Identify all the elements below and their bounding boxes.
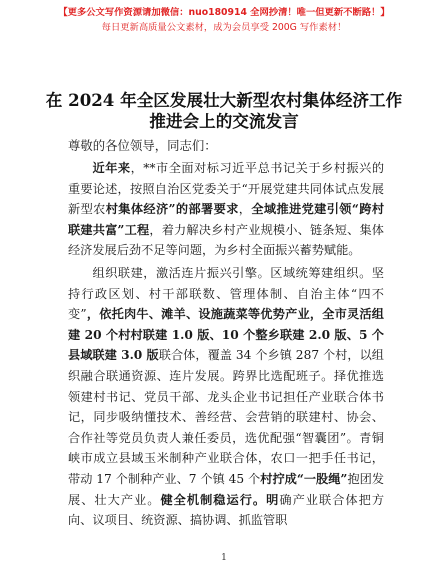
para1-text-c: ，着力解决乡村产业规模小、链条短、集体经济发展后劲不足等问题，为乡村全面振兴蓄势赋能。 <box>68 222 384 258</box>
para1-lead: 近年来 <box>92 161 131 175</box>
greeting: 尊敬的各位领导，同志们： <box>68 138 217 153</box>
para2-emphasis-b: 村拧成“一股绳” <box>260 471 348 486</box>
para2-emphasis-a: ，依托肉牛、滩羊、设施蔬菜等优势产业，全市灵活组建 20 个村村联建 1.0 版、10 个整乡联建 2.0 版、5 个县域联建 3.0 版 <box>68 307 384 363</box>
para2-text-a: 组织联建，激活连片振兴引擎。区域统筹建组织。坚持行政区划、村干部联数、管理体制、自治主体“四不变” <box>68 266 384 322</box>
para2-text-d: 确产业联合体把方向、议项目、统资源、搞协调、抓监管职 <box>68 492 385 528</box>
para1-text-a: ，**市全面对标习近平总书记关于乡村振兴的重要论述，按照自治区党委关于“开展党建共同体试点发展新型农 <box>68 161 385 217</box>
document-title-line1: 在 2024 年全区发展壮大新型农村集体经济工作 <box>45 90 403 110</box>
para2-text-c: 抱团发展、壮大产业。 <box>68 471 385 507</box>
para2-emphasis-c: 健全机制稳运行。明 <box>160 492 280 507</box>
para2-text-b: 联合体，覆盖 34 个乡镇 287 个村，以组织融合联通资源、连片发展。跨界比选配班子。择优推选领建村书记、党员干部、龙头企业书记担任产业联合体书记，同步吸纳懂技术、善经营、会营销的联建村、协会、合作社等党员负责人兼任委员，选优配强“智囊团”。青铜峡市成立县域玉米制种产业联合体，农口一把手任书记，带动 17 个制种产业、7 个镇 45 个 <box>68 348 384 486</box>
para1-emphasis-a: 村集体经济”的部署要求 <box>105 202 239 217</box>
para1-text-b: ， <box>238 202 252 217</box>
para1-emphasis-b: 全域推进党建引领“跨村联建共富”工程 <box>68 202 385 237</box>
document-title-line2: 推进会上的交流发言 <box>149 111 299 131</box>
promo-banner-line1: 【更多公文写作资源请加微信：nuo180914 全网抄清！唯一但更新不断路！】 <box>58 7 390 18</box>
page-number: 1 <box>221 553 227 563</box>
paragraph-2 <box>68 263 384 531</box>
promo-banner-line2: 每日更新高质量公文素材，成为会员享受 200G 写作素材！ <box>101 22 347 33</box>
paragraph-1 <box>68 158 384 261</box>
